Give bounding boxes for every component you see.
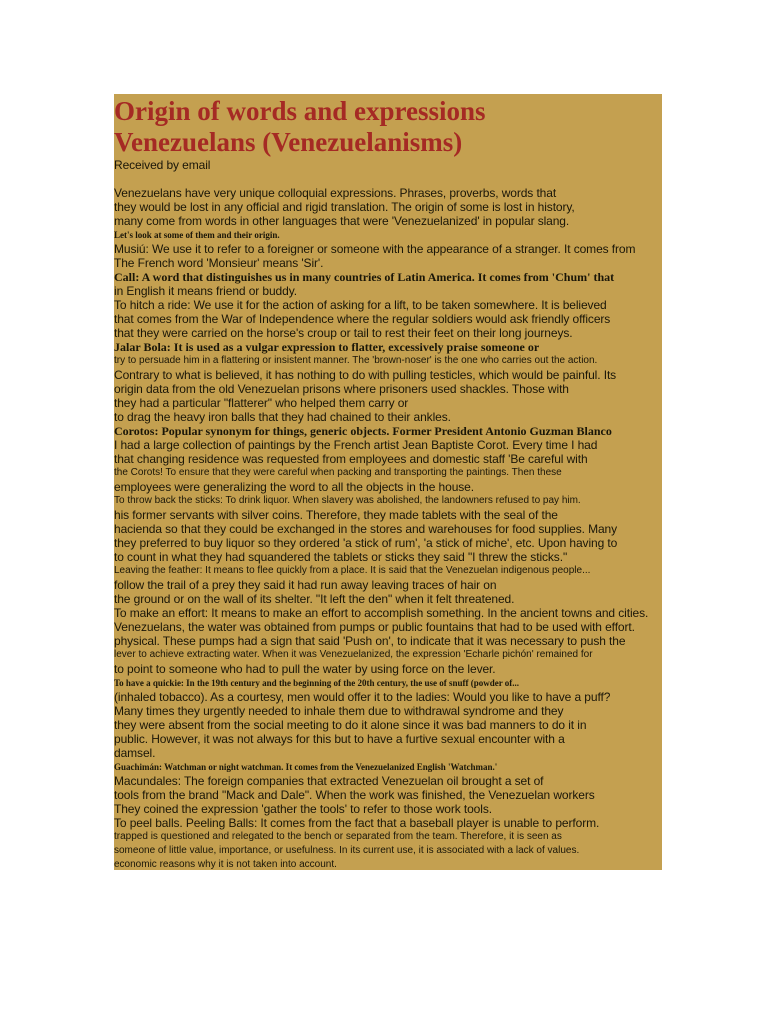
paragraph-gap bbox=[114, 172, 662, 186]
document-body bbox=[114, 186, 662, 870]
text-line: the Corots! To ensure that they were careful when packing and transporting the paintings. Then these bbox=[114, 467, 562, 478]
text-line: that they were carried on the horse's croup or tail to rest their feet on their long journeys. bbox=[114, 326, 573, 340]
text-line: someone of little value, importance, or usefulness. In its current use, it is associated with a lack of values. bbox=[114, 845, 580, 856]
text-line: economic reasons why it is not taken into account. bbox=[114, 859, 337, 870]
text-line: tools from the brand "Mack and Dale". When the work was finished, the Venezuelan workers bbox=[114, 788, 595, 802]
text-line: To have a quickie: In the 19th century and the beginning of the 20th century, the use of snuff (powder of... bbox=[114, 678, 520, 688]
text-line: The French word 'Monsieur' means 'Sir'. bbox=[114, 256, 324, 270]
text-line: many come from words in other languages that were 'Venezuelanized' in popular slang. bbox=[114, 214, 570, 228]
text-line: damsel. bbox=[114, 746, 156, 760]
text-line: trapped is questioned and relegated to the bench or separated from the team. Therefore, it is seen as bbox=[114, 831, 562, 842]
text-line: Many times they urgently needed to inhale them due to withdrawal syndrome and they bbox=[114, 704, 564, 718]
text-line: physical. These pumps had a sign that said 'Push on', to indicate that it was necessary to push the bbox=[114, 634, 626, 648]
text-line: they would be lost in any official and rigid translation. The origin of some is lost in history, bbox=[114, 200, 575, 214]
text-line: lever to achieve extracting water. When it was Venezuelanized, the expression 'Echarle pichón' remained for bbox=[114, 649, 593, 660]
text-line: (inhaled tobacco). As a courtesy, men would offer it to the ladies: Would you like to have a puff? bbox=[114, 690, 611, 704]
text-line: origin data from the old Venezuelan prisons where prisoners used shackles. Those with bbox=[114, 382, 569, 396]
text-line: They coined the expression 'gather the tools' to refer to those work tools. bbox=[114, 802, 492, 816]
text-line: they had a particular "flatterer" who helped them carry or bbox=[114, 396, 409, 410]
text-line: that comes from the War of Independence where the regular soldiers would ask friendly officers bbox=[114, 312, 611, 326]
text-line: To throw back the sticks: To drink liquor. When slavery was abolished, the landowners refused to pay him. bbox=[114, 495, 581, 506]
text-line: Venezuelans, the water was obtained from pumps or public fountains that had to be used with effort. bbox=[114, 620, 635, 634]
text-line: the ground or on the wall of its shelter. "It left the den" when it felt threatened. bbox=[114, 592, 515, 606]
title-line-2: Venezuelans (Venezuelanisms) bbox=[114, 127, 463, 157]
text-line: Call: A word that distinguishes us in many countries of Latin America. It comes from 'Chum' that bbox=[114, 270, 615, 284]
text-line: To peel balls. Peeling Balls: It comes from the fact that a baseball player is unable to perform. bbox=[114, 816, 600, 830]
text-line: Corotos: Popular synonym for things, generic objects. Former President Antonio Guzman Blanco bbox=[114, 424, 612, 438]
text-line: follow the trail of a prey they said it had run away leaving traces of hair on bbox=[114, 578, 497, 592]
text-line: they preferred to buy liquor so they ordered 'a stick of rum', 'a stick of miche', etc. Upon having to bbox=[114, 536, 618, 550]
text-line: try to persuade him in a flattering or insistent manner. The 'brown-noser' is the one who carries out the action. bbox=[114, 355, 598, 366]
text-line: employees were generalizing the word to all the objects in the house. bbox=[114, 480, 474, 494]
text-line: Leaving the feather: It means to flee quickly from a place. It is said that the Venezuelan indigenous people... bbox=[114, 565, 591, 576]
title-line-1: Origin of words and expressions bbox=[114, 96, 486, 126]
text-line: his former servants with silver coins. Therefore, they made tablets with the seal of the bbox=[114, 508, 558, 522]
text-line: they were absent from the social meeting to do it alone since it was bad manners to do it in bbox=[114, 718, 587, 732]
text-line: to drag the heavy iron balls that they had chained to their ankles. bbox=[114, 410, 451, 424]
document-page bbox=[114, 94, 662, 870]
received-note: Received by email bbox=[114, 158, 211, 172]
text-line: Musiú: We use it to refer to a foreigner or someone with the appearance of a stranger. It comes from bbox=[114, 242, 636, 256]
text-line: to count in what they had squandered the tablets or sticks they said "I threw the sticks." bbox=[114, 550, 568, 564]
text-line: Macundales: The foreign companies that extracted Venezuelan oil brought a set of bbox=[114, 774, 544, 788]
text-line: hacienda so that they could be exchanged in the stores and warehouses for food supplies. Many bbox=[114, 522, 618, 536]
text-line: I had a large collection of paintings by the French artist Jean Baptiste Corot. Every time I had bbox=[114, 438, 598, 452]
text-line: Contrary to what is believed, it has nothing to do with pulling testicles, which would be painful. Its bbox=[114, 368, 617, 382]
text-line: To hitch a ride: We use it for the action of asking for a lift, to be taken somewhere. It is believed bbox=[114, 298, 607, 312]
text-line: Jalar Bola: It is used as a vulgar expression to flatter, excessively praise someone or bbox=[114, 340, 540, 354]
text-line: Venezuelans have very unique colloquial expressions. Phrases, proverbs, words that bbox=[114, 186, 557, 200]
text-line: that changing residence was requested from employees and domestic staff 'Be careful with bbox=[114, 452, 588, 466]
text-line: Let's look at some of them and their origin. bbox=[114, 230, 280, 240]
text-line: in English it means friend or buddy. bbox=[114, 284, 297, 298]
text-line: Guachimán: Watchman or night watchman. It comes from the Venezuelanized English 'Watchman.' bbox=[114, 762, 498, 772]
text-line: to point to someone who had to pull the water by using force on the lever. bbox=[114, 662, 496, 676]
text-line: To make an effort: It means to make an effort to accomplish something. In the ancient towns and cities. bbox=[114, 606, 649, 620]
text-line: public. However, it was not always for this but to have a furtive sexual encounter with a bbox=[114, 732, 565, 746]
